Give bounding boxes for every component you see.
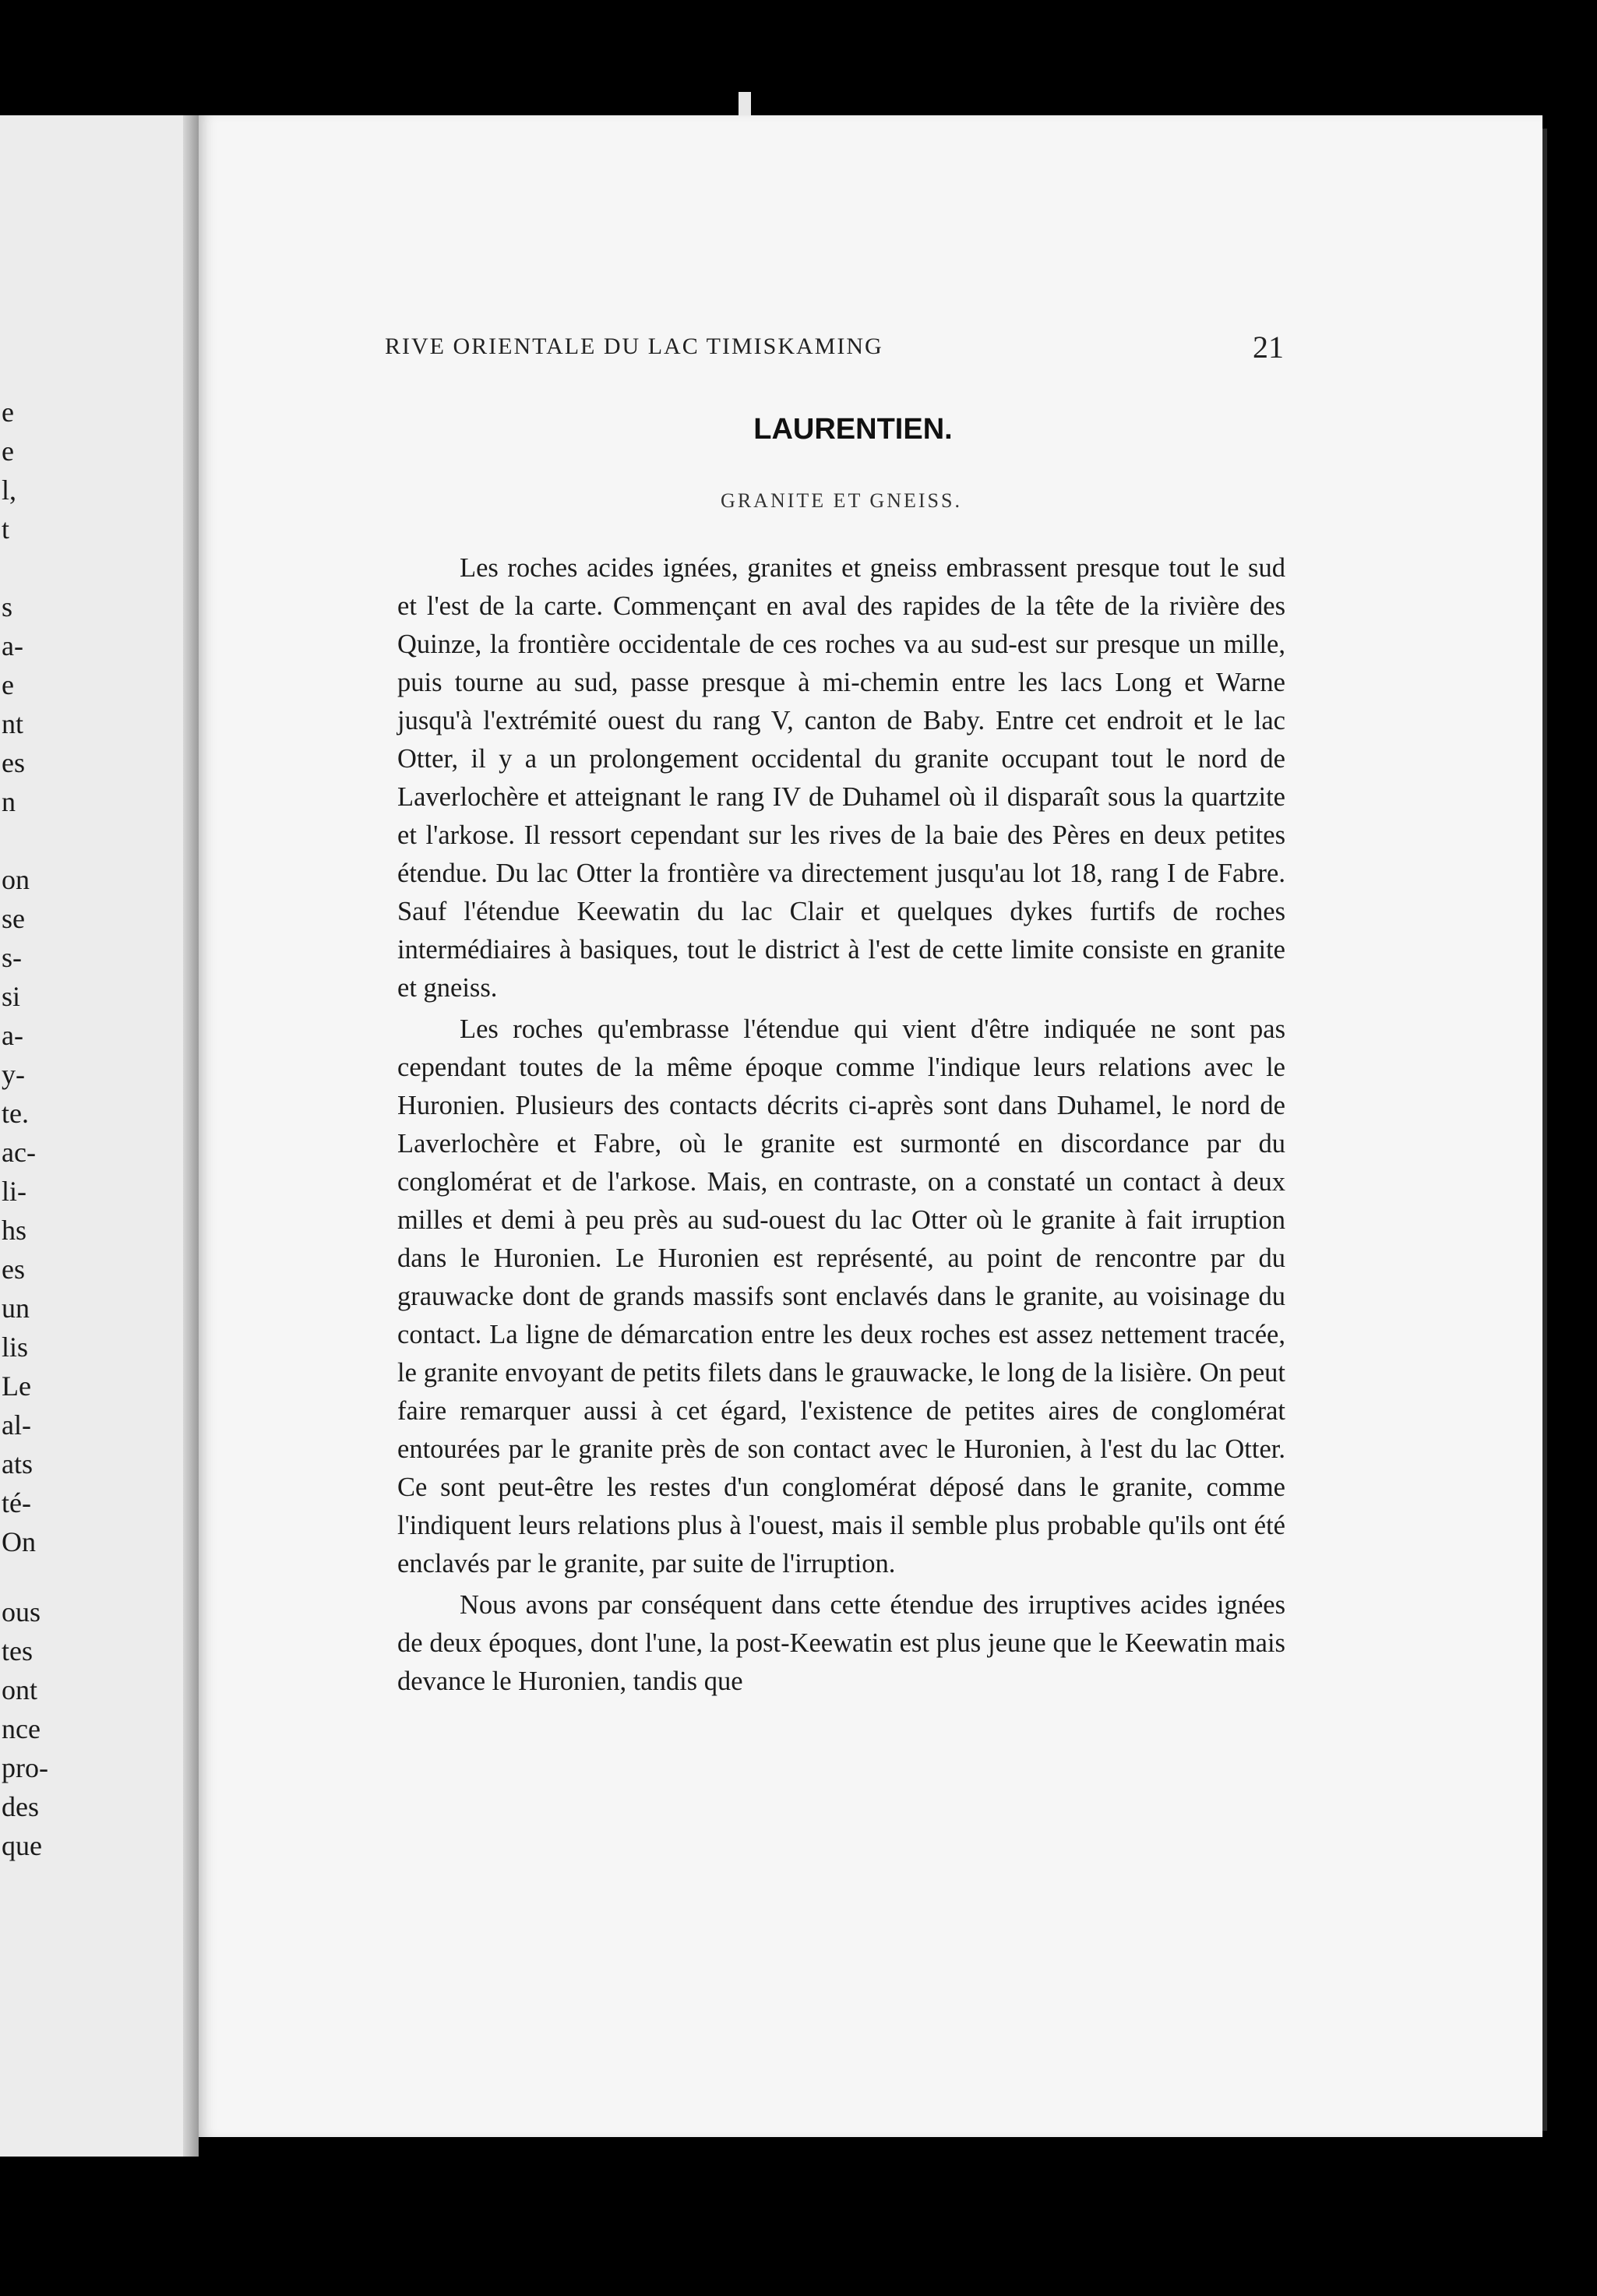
left-fragment: es — [2, 747, 25, 778]
left-fragment: tes — [2, 1635, 33, 1666]
paragraph: Nous avons par conséquent dans cette étendue des irruptives acides ignées de deux époques, dont l'une, la post-Keewatin est plus jeune que le Keewatin mais devance le Huronien, tandis que — [397, 1590, 1285, 1696]
left-fragment: ats — [2, 1448, 33, 1480]
left-fragment: des — [2, 1791, 39, 1822]
left-fragment: li- — [2, 1176, 26, 1207]
left-fragment: es — [2, 1254, 25, 1285]
left-fragment: lis — [2, 1331, 29, 1363]
left-fragment: té- — [2, 1487, 31, 1518]
left-fragment: a- — [2, 1020, 23, 1051]
left-fragment: on — [2, 864, 30, 895]
left-fragment: a- — [2, 630, 23, 661]
left-fragment: hs — [2, 1215, 27, 1246]
page-number: 21 — [1253, 330, 1284, 365]
left-fragment: un — [2, 1293, 30, 1324]
left-fragment: ous — [2, 1596, 41, 1628]
paragraph: Les roches qu'embrasse l'étendue qui vient d'être indiquée ne sont pas cependant toutes de la même époque comme l'indique leurs relations avec le Huronien. Plusieurs des contacts décrits ci-après sont dans Duhamel, le nord de Laverlochère et Fabre, où le granite est surmonté en discordance par du conglomérat et de l'arkose. Mais, en contraste, on a constaté un contact à deux milles et demi à peu près au sud-ouest du lac Otter où le granite à fait irruption dans le Huronien. Le Huronien est représenté, au point de rencontre par du grauwacke dont de grands massifs sont enclavés dans le granite, au voisinage du contact. La ligne de démarcation entre les deux roches est assez nettement tracée, le granite envoyant de petits filets dans le grauwacke, le long de la lisière. On peut faire remarquer aussi à cet égard, l'existence de petites aires de conglomérat entourées par le granite près de son contact avec le Huronien, à l'est du lac Otter. Ce sont peut-être les restes d'un conglomérat déposé dans le granite, comme l'indiquent leurs relations plus à l'ouest, mais il semble plus probable qu'ils ont été enclavés par le granite, par suite de l'irruption. — [397, 1014, 1285, 1578]
left-fragment: e — [2, 436, 14, 467]
left-fragment: si — [2, 981, 21, 1012]
left-fragment: ac- — [2, 1137, 36, 1168]
left-fragment: al- — [2, 1409, 31, 1441]
running-head: RIVE ORIENTALE DU LAC TIMISKAMING — [385, 333, 883, 359]
left-fragment: s — [2, 591, 13, 622]
left-fragment: nce — [2, 1713, 41, 1744]
left-fragment: e — [2, 397, 14, 428]
left-fragment: que — [2, 1830, 42, 1861]
subsection-title: GRANITE ET GNEISS. — [721, 489, 962, 512]
left-fragment: t — [2, 513, 10, 545]
left-fragment: nt — [2, 708, 24, 739]
left-fragment: Le — [2, 1370, 31, 1402]
left-fragment: s- — [2, 942, 22, 973]
left-fragment: se — [2, 903, 25, 934]
left-fragment: te. — [2, 1098, 29, 1129]
left-fragment: y- — [2, 1059, 25, 1090]
left-fragment: l, — [2, 474, 17, 506]
left-fragment: pro- — [2, 1752, 48, 1783]
paragraph: Les roches acides ignées, granites et gneiss embrassent presque tout le sud et l'est de la carte. Commençant en aval des rapides de la tête de la rivière des Quinze, la frontière occidentale de ces roches va au sud-est sur presque un mille, puis tourne au sud, passe presque à mi-chemin entre les lacs Long et Warne jusqu'à l'extrémité ouest du rang V, canton de Baby. Entre cet endroit et le lac Otter, il y a un prolongement occidental du granite occupant tout le nord de Laverlochère et atteignant le rang IV de Duhamel où il disparaît sous la quartzite et l'arkose. Il ressort cependant sur les rives de la baie des Pères en deux petites étendue. Du lac Otter la frontière va directement jusqu'au lot 18, rang I de Fabre. Sauf l'étendue Keewatin du lac Clair et quelques dykes furtifs de roches intermédiaires à basiques, tout le district à l'est de cette limite consiste en granite et gneiss. — [397, 553, 1285, 1003]
section-title: LAURENTIEN. — [753, 413, 953, 446]
left-fragment: ont — [2, 1674, 38, 1705]
left-fragment: On — [2, 1526, 36, 1557]
left-fragment: n — [2, 786, 16, 817]
body-text — [397, 549, 1285, 1701]
left-fragment: e — [2, 669, 14, 700]
